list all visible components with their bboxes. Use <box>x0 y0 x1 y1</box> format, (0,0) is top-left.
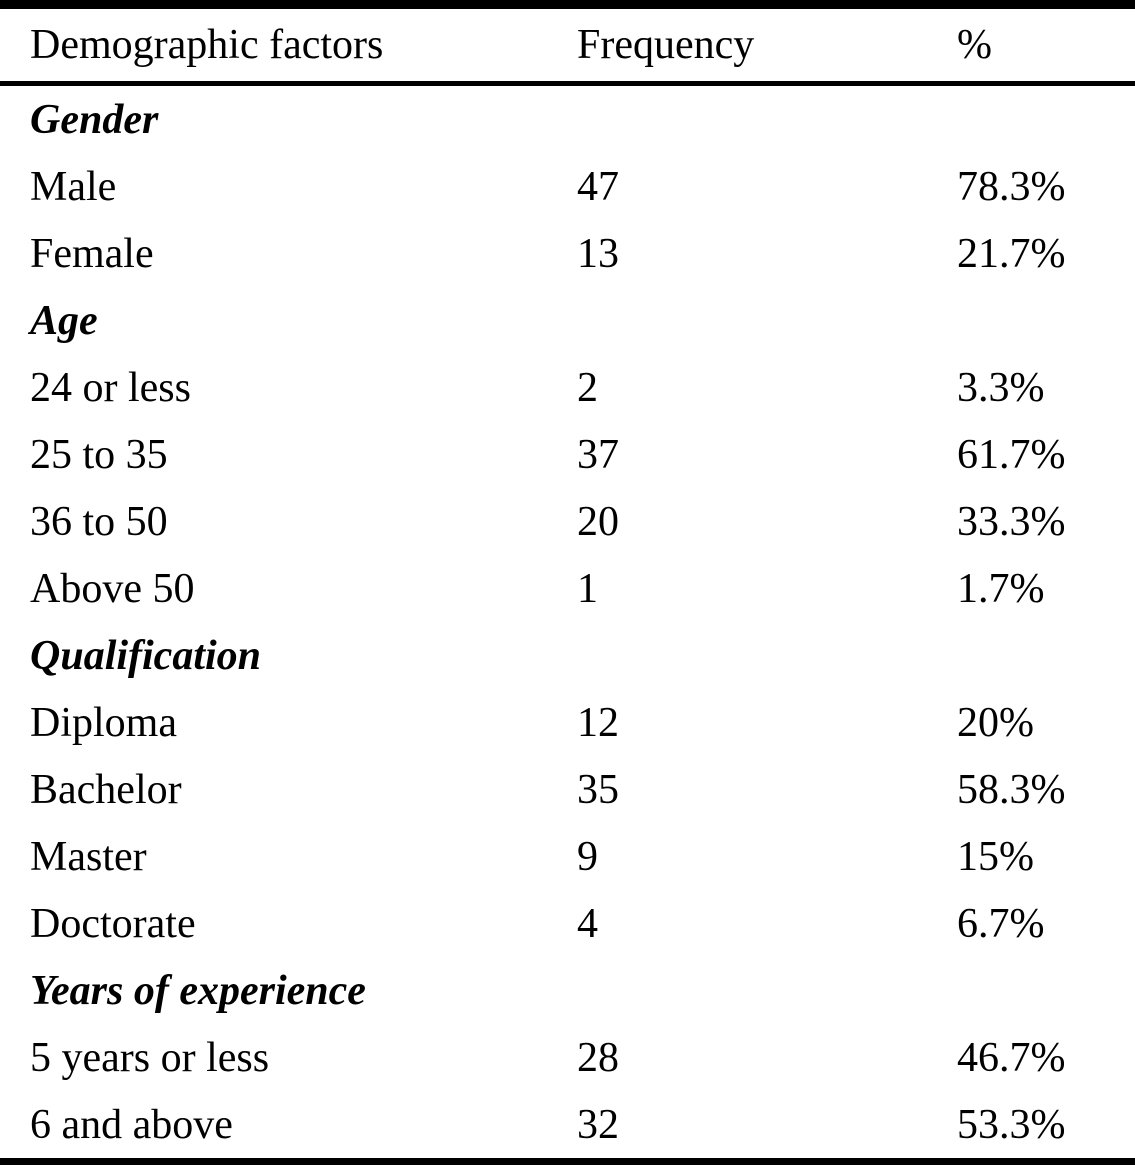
section-label-qualification: Qualification <box>30 632 262 679</box>
empty-cell <box>577 84 957 154</box>
factor-cell: Master <box>30 833 147 880</box>
percent-cell: 61.7% <box>957 431 1066 478</box>
frequency-cell: 13 <box>577 230 619 277</box>
table-row <box>0 756 1135 823</box>
frequency-cell: 20 <box>577 498 619 545</box>
section-row-age <box>0 287 1135 354</box>
factor-cell: Doctorate <box>30 900 196 947</box>
frequency-cell: 1 <box>577 565 598 612</box>
table-row <box>0 488 1135 555</box>
percent-cell: 1.7% <box>957 565 1045 612</box>
factor-cell: 25 to 35 <box>30 431 168 478</box>
table-row <box>0 1024 1135 1091</box>
table-row <box>0 890 1135 957</box>
section-row-years-of-experience <box>0 957 1135 1024</box>
empty-cell <box>957 622 1135 689</box>
percent-cell: 58.3% <box>957 766 1066 813</box>
table-header <box>0 5 1135 84</box>
percent-cell: 21.7% <box>957 230 1066 277</box>
table-row <box>0 153 1135 220</box>
factor-cell: Bachelor <box>30 766 182 813</box>
factor-cell: Diploma <box>30 699 177 746</box>
column-header-frequency: Frequency <box>577 5 957 84</box>
empty-cell <box>577 622 957 689</box>
factor-cell: Above 50 <box>30 565 195 612</box>
section-row-qualification <box>0 622 1135 689</box>
empty-cell <box>957 84 1135 154</box>
table-row <box>0 689 1135 756</box>
section-label-gender: Gender <box>30 96 159 143</box>
table-row <box>0 354 1135 421</box>
column-header-demographic-factors: Demographic factors <box>0 5 577 84</box>
frequency-cell: 4 <box>577 900 598 947</box>
percent-cell: 20% <box>957 699 1034 746</box>
frequency-cell: 47 <box>577 163 619 210</box>
factor-cell: 6 and above <box>30 1101 233 1148</box>
frequency-cell: 35 <box>577 766 619 813</box>
table-row <box>0 220 1135 287</box>
frequency-cell: 9 <box>577 833 598 880</box>
factor-cell: 36 to 50 <box>30 498 168 545</box>
table-row <box>0 823 1135 890</box>
frequency-cell: 12 <box>577 699 619 746</box>
empty-cell <box>577 957 957 1024</box>
percent-cell: 53.3% <box>957 1101 1066 1148</box>
percent-cell: 3.3% <box>957 364 1045 411</box>
table-row <box>0 1091 1135 1162</box>
frequency-cell: 32 <box>577 1101 619 1148</box>
empty-cell <box>957 287 1135 354</box>
factor-cell: 24 or less <box>30 364 191 411</box>
percent-cell: 15% <box>957 833 1034 880</box>
factor-cell: Female <box>30 230 154 277</box>
table-row <box>0 421 1135 488</box>
empty-cell <box>577 287 957 354</box>
frequency-cell: 28 <box>577 1034 619 1081</box>
section-label-years-of-experience: Years of experience <box>30 967 366 1014</box>
table-body <box>0 84 1135 1162</box>
percent-cell: 78.3% <box>957 163 1066 210</box>
factor-cell: 5 years or less <box>30 1034 270 1081</box>
factor-cell: Male <box>30 163 117 210</box>
table-row <box>0 555 1135 622</box>
section-label-age: Age <box>30 297 98 344</box>
column-header-percent: % <box>957 5 1135 84</box>
percent-cell: 46.7% <box>957 1034 1066 1081</box>
frequency-cell: 37 <box>577 431 619 478</box>
empty-cell <box>957 957 1135 1024</box>
section-row-gender <box>0 84 1135 154</box>
header-row <box>0 5 1135 84</box>
percent-cell: 6.7% <box>957 900 1045 947</box>
frequency-cell: 2 <box>577 364 598 411</box>
percent-cell: 33.3% <box>957 498 1066 545</box>
